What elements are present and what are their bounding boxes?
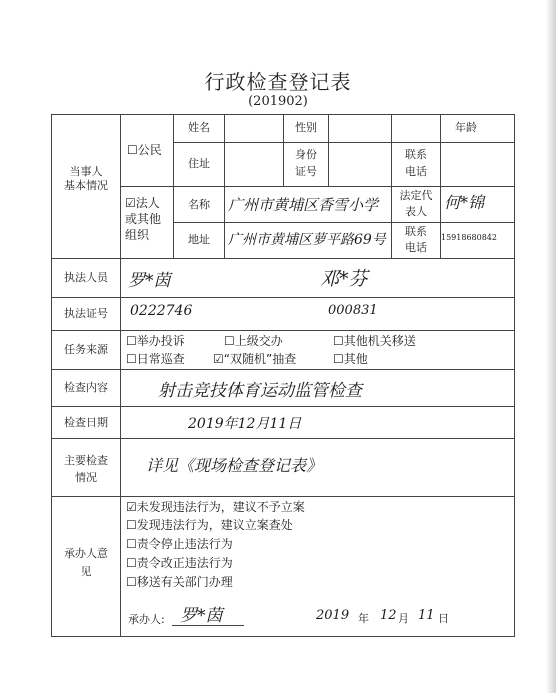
handler-signature-line [172, 625, 244, 626]
gender-label: 性别 [295, 121, 317, 134]
legal-rep-label [392, 188, 440, 220]
form-title: 行政检查登记表 [204, 70, 352, 94]
form-number: (201902) [248, 94, 308, 109]
sign-date-day-unit: 日 [438, 612, 449, 625]
org-address-label: 地址 [188, 233, 210, 246]
date-value: 2019年12月11日 [188, 416, 302, 432]
legal-entity-checkbox[interactable] [125, 195, 161, 243]
sign-date-day: 11 [418, 608, 435, 623]
officer-signature-1: 罗*茵 [128, 271, 171, 291]
opinion-no-violation-checkbox[interactable]: ☑未发现违法行为，建议不予立案 [126, 500, 305, 514]
id-number-label-text: 身份 证号 [295, 148, 317, 178]
opinion-label-text: 承办人意 见 [64, 547, 108, 578]
opinion-transfer-checkbox[interactable]: ☐移送有关部门办理 [126, 575, 233, 589]
source-superior-checkbox[interactable]: ☐上级交办 [224, 334, 283, 348]
org-address-value: 广州市黄埔区萝平路69号 [228, 232, 386, 248]
content-value: 射击竞技体育运动监管检查 [158, 381, 362, 401]
party-section-label [52, 165, 120, 193]
org-phone-label [392, 224, 440, 256]
source-complaint-checkbox[interactable]: ☐举办投诉 [126, 334, 185, 348]
situation-label-text: 主要检查 情况 [64, 454, 108, 484]
org-name-value: 广州市黄埔区香雪小学 [228, 196, 379, 214]
phone-label [392, 146, 440, 180]
opinion-stop-checkbox[interactable]: ☐责令停止违法行为 [126, 537, 233, 551]
legal-entity-label: ☑法人 或其他 组织 [125, 196, 162, 242]
source-transfer-checkbox[interactable]: ☐其他机关移送 [333, 334, 416, 348]
cert-number-2: 000831 [328, 303, 378, 318]
sign-date-month-unit: 月 [398, 612, 409, 625]
org-phone-value: 15918680842 [441, 233, 497, 242]
officers-label: 执法人员 [64, 271, 108, 284]
legal-rep-value: 何*锦 [444, 193, 485, 212]
address-label: 住址 [188, 157, 210, 170]
handler-label: 承办人: [128, 613, 165, 626]
org-name-label: 名称 [188, 198, 210, 211]
org-phone-label-text: 联系 电话 [405, 225, 427, 254]
handler-signature: 罗*茵 [180, 606, 223, 626]
source-other-checkbox[interactable]: ☐其他 [333, 352, 368, 366]
cert-number-1: 0222746 [130, 303, 193, 319]
name-label: 姓名 [188, 121, 210, 134]
cert-number-label: 执法证号 [64, 307, 108, 320]
officer-signature-2: 邓*芬 [320, 268, 368, 290]
content-label: 检查内容 [64, 381, 108, 394]
party-section-label-text: 当事人 基本情况 [64, 165, 108, 192]
citizen-checkbox[interactable]: ☐公民 [127, 143, 162, 157]
sign-date-year: 2019 [316, 608, 350, 623]
opinion-correct-checkbox[interactable]: ☐责令改正违法行为 [126, 556, 233, 570]
situation-value: 详见《现场检查登记表》 [146, 456, 323, 475]
id-number-label [284, 146, 328, 180]
opinion-violation-checkbox[interactable]: ☐发现违法行为，建议立案查处 [126, 518, 293, 532]
source-random-checkbox[interactable]: ☑“双随机”抽查 [213, 352, 297, 366]
sign-date-year-unit: 年 [358, 612, 369, 625]
situation-label [52, 452, 120, 486]
opinion-label [52, 545, 120, 581]
sign-date-month: 12 [380, 608, 397, 623]
legal-rep-label-text: 法定代 表人 [399, 189, 433, 218]
task-source-label: 任务来源 [64, 343, 108, 356]
age-label: 年龄 [455, 121, 477, 134]
source-routine-checkbox[interactable]: ☐日常巡查 [126, 352, 185, 366]
date-label: 检查日期 [64, 416, 108, 429]
phone-label-text: 联系 电话 [405, 148, 427, 178]
